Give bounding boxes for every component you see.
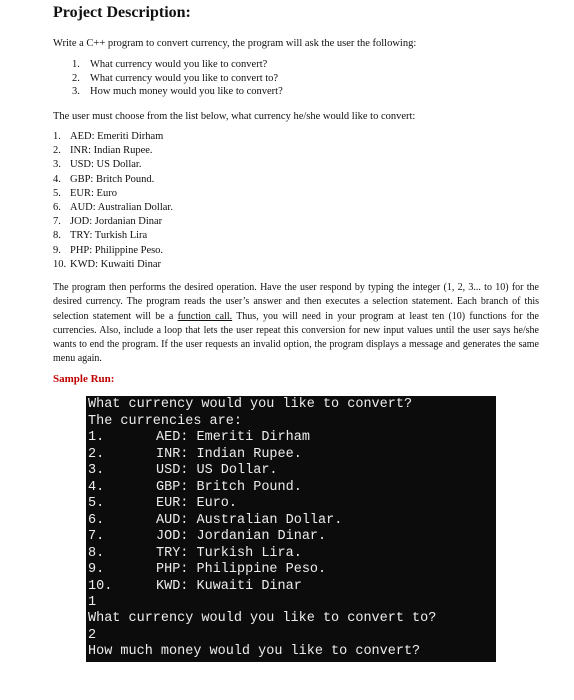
console-menu-item — [86, 529, 496, 546]
console-menu-item — [86, 430, 496, 447]
list-item — [53, 244, 173, 258]
page-title: Project Description: — [53, 4, 191, 21]
console-menu-number: 10. — [88, 578, 113, 594]
list-item — [53, 158, 173, 172]
list-item — [72, 72, 283, 86]
console-prompt: What currency would you like to convert to? — [88, 611, 437, 626]
console-menu-text: GBP: Britch Pound. — [156, 479, 302, 495]
list-item — [72, 58, 283, 72]
function-call-term: function call. — [177, 310, 233, 322]
console-menu-item — [86, 463, 496, 480]
console-menu-text: TRY: Turkish Lira. — [156, 545, 302, 561]
list-number: 3. — [72, 86, 80, 97]
list-text: INR: Indian Rupee. — [70, 145, 153, 157]
list-item — [53, 187, 173, 201]
choose-text: The user must choose from the list below, what currency he/she would like to convert: — [53, 111, 416, 122]
console-menu-item — [86, 546, 496, 563]
list-item — [53, 258, 173, 272]
console-menu-number: 9. — [88, 562, 105, 577]
list-text: EUR: Euro — [70, 187, 117, 199]
console-menu-text: USD: US Dollar. — [156, 463, 278, 478]
list-item — [53, 201, 173, 215]
console-menu-text: AED: Emeriti Dirham — [156, 430, 310, 445]
list-number: 7. — [53, 216, 61, 228]
list-item — [53, 144, 173, 158]
console-menu-text: PHP: Philippine Peso. — [156, 562, 327, 577]
list-text: AUD: Australian Dollar. — [70, 202, 173, 214]
currency-list — [53, 130, 173, 272]
list-text: AED: Emeriti Dirham — [70, 131, 164, 142]
list-number: 5. — [53, 187, 61, 199]
console-menu-text: INR: Indian Rupee. — [156, 446, 302, 462]
list-text: JOD: Jordanian Dinar — [70, 216, 163, 228]
list-number: 4. — [53, 173, 61, 185]
console-menu-item — [86, 513, 496, 530]
list-text: USD: US Dollar. — [70, 159, 142, 171]
list-item — [72, 85, 283, 99]
list-item — [53, 215, 173, 229]
list-number: 10. — [53, 258, 67, 270]
list-number: 2. — [53, 145, 61, 157]
console-menu-item — [86, 496, 496, 513]
console-menu-number: 4. — [88, 479, 105, 495]
console-menu-text: KWD: Kuwaiti Dinar — [156, 578, 302, 594]
list-number: 2. — [72, 72, 80, 84]
console-user-input: 2 — [88, 628, 97, 643]
list-text: GBP: Britch Pound. — [70, 173, 155, 185]
console-menu-number: 5. — [88, 496, 105, 511]
paragraph-text: Thus, you will need in your program at least ten (10) functions for the currencies. Also, include a loop that lets the user repeat this conversion for new input values until the user says he/she wants to end the program. If the user requests an invalid option, the program displays a message and generates the same menu again. — [53, 310, 539, 365]
list-number: 1. — [53, 131, 61, 142]
console-menu-item — [86, 447, 496, 464]
console-menu-number: 1. — [88, 430, 105, 445]
list-number: 9. — [53, 244, 61, 256]
description-paragraph — [53, 281, 539, 367]
console-output — [86, 396, 496, 662]
sample-run-label: Sample Run: — [53, 373, 115, 385]
console-prompt: How much money would you like to convert? — [88, 644, 421, 659]
list-text: How much money would you like to convert? — [90, 86, 283, 97]
list-number: 8. — [53, 230, 61, 242]
console-menu-text: JOD: Jordanian Dinar. — [156, 529, 327, 544]
console-menu-number: 7. — [88, 529, 105, 544]
list-text: KWD: Kuwaiti Dinar — [70, 258, 161, 270]
intro-text: Write a C++ program to convert currency, the program will ask the user the following: — [53, 38, 417, 49]
list-text: PHP: Philippine Peso. — [70, 244, 164, 256]
list-number: 3. — [53, 159, 61, 171]
list-text: What currency would you like to convert to? — [90, 72, 279, 84]
list-text: What currency would you like to convert? — [90, 59, 268, 70]
console-menu-text: EUR: Euro. — [156, 496, 238, 511]
list-item — [53, 130, 173, 144]
console-menu-item — [86, 480, 496, 497]
console-menu-number: 6. — [88, 512, 105, 528]
list-number: 1. — [72, 59, 80, 70]
console-user-input: 1 — [88, 595, 97, 610]
list-item — [53, 173, 173, 187]
list-number: 6. — [53, 202, 61, 214]
console-header: The currencies are: — [88, 413, 242, 429]
list-item — [53, 229, 173, 243]
console-menu-item — [86, 562, 496, 579]
console-menu-text: AUD: Australian Dollar. — [156, 512, 343, 528]
list-text: TRY: Turkish Lira — [70, 230, 148, 242]
console-prompt: What currency would you like to convert? — [88, 397, 413, 412]
console-menu-number: 8. — [88, 545, 105, 561]
console-menu-number: 2. — [88, 446, 105, 462]
console-menu-item — [86, 579, 496, 596]
console-menu-number: 3. — [88, 463, 105, 478]
question-list — [72, 58, 283, 99]
paragraph-text: The program then performs the desired operation. Have the user respond by typing the integer (1, 2, 3... to 10) for the desired currency. The program reads the user’s answer and then executes a selection statement. Each branch of this selection statement will be a — [53, 282, 539, 322]
